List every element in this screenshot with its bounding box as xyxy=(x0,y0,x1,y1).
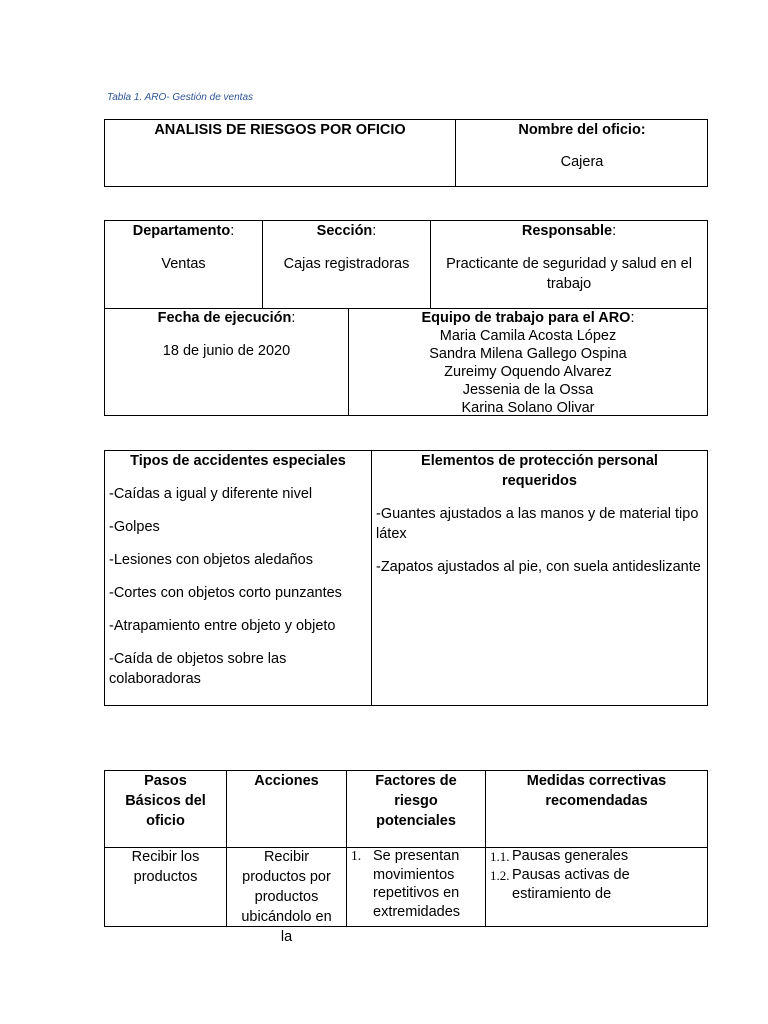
factor-text: Se presentan movimientos repetitivos en extremidades xyxy=(373,848,461,920)
department-cell: Departamento: Ventas xyxy=(105,221,262,274)
team-member: Sandra Milena Gallego Ospina xyxy=(429,346,627,362)
measures-cell xyxy=(486,847,707,904)
measure-number: 1.2. xyxy=(490,868,510,883)
work-team-cell: Equipo de trabajo para el ARO: Maria Camila Acosta López Sandra Milena Gallego Ospina Zureimy Oquendo Alvarez Jessenia de la Ossa Karina Solano Olivar xyxy=(349,308,707,417)
table-accidents-ppe xyxy=(104,450,708,706)
team-member: Karina Solano Olivar xyxy=(461,400,595,416)
factor-number: 1. xyxy=(351,848,362,863)
responsible-cell: Responsable: Practicante de seguridad y salud en el trabajo xyxy=(431,221,707,294)
ppe-column xyxy=(372,451,707,577)
ppe-item: -Zapatos ajustados al pie, con suela antideslizante xyxy=(376,559,701,575)
execution-date-label: Fecha de ejecución xyxy=(157,310,292,326)
accident-item: -Cortes con objetos corto punzantes xyxy=(109,585,342,601)
header-measures: Medidas correctivas recomendadas xyxy=(526,773,667,809)
measure-text: Pausas generales xyxy=(512,848,629,864)
execution-date-value: 18 de junio de 2020 xyxy=(162,343,291,359)
table-steps xyxy=(104,770,708,945)
ppe-item: -Guantes ajustados a las manos y de material tipo látex xyxy=(376,506,699,542)
accident-item: -Caídas a igual y diferente nivel xyxy=(109,486,313,502)
measure-number: 1.1. xyxy=(490,849,510,864)
header-steps: Pasos Básicos del oficio xyxy=(125,773,206,829)
job-name-label: Nombre del oficio: xyxy=(518,122,646,138)
ppe-header: Elementos de protección personal requeridos xyxy=(421,453,658,489)
step-cell: Recibir los productos xyxy=(131,849,200,885)
section-cell: Sección: Cajas registradoras xyxy=(263,221,430,274)
accident-item: -Atrapamiento entre objeto y objeto xyxy=(109,618,336,634)
execution-date-cell: Fecha de ejecución: 18 de junio de 2020 xyxy=(105,308,348,361)
accident-item: -Caída de objetos sobre las colaboradoras xyxy=(109,651,287,687)
work-team-label: Equipo de trabajo para el ARO xyxy=(421,310,631,326)
header-factors: Factores de riesgo potenciales xyxy=(375,773,457,829)
accident-item: -Golpes xyxy=(109,519,160,535)
action-cell: Recibir productos por productos ubicándolo en la xyxy=(241,849,332,945)
responsible-label: Responsable xyxy=(521,223,613,239)
accident-item: -Lesiones con objetos aledaños xyxy=(109,552,313,568)
department-value: Ventas xyxy=(161,256,206,272)
team-member: Maria Camila Acosta López xyxy=(439,328,617,344)
accidents-column xyxy=(105,451,371,689)
aro-title: ANALISIS DE RIESGOS POR OFICIO xyxy=(154,122,406,138)
team-member: Zureimy Oquendo Alvarez xyxy=(444,364,612,380)
team-member: Jessenia de la Ossa xyxy=(462,382,594,398)
table-header-aro xyxy=(104,119,708,187)
measure-text: Pausas activas de estiramiento de xyxy=(512,867,630,902)
factor-cell xyxy=(347,847,485,921)
section-label: Sección xyxy=(316,223,373,239)
responsible-value: Practicante de seguridad y salud en el trabajo xyxy=(446,256,692,292)
table-general-info xyxy=(104,220,708,416)
accidents-header: Tipos de accidentes especiales xyxy=(130,453,346,469)
section-value: Cajas registradoras xyxy=(283,256,410,272)
table-caption: Tabla 1. ARO- Gestión de ventas xyxy=(107,92,254,103)
job-name-value: Cajera xyxy=(560,154,604,170)
department-label: Departamento xyxy=(132,223,231,239)
header-actions: Acciones xyxy=(254,773,319,789)
